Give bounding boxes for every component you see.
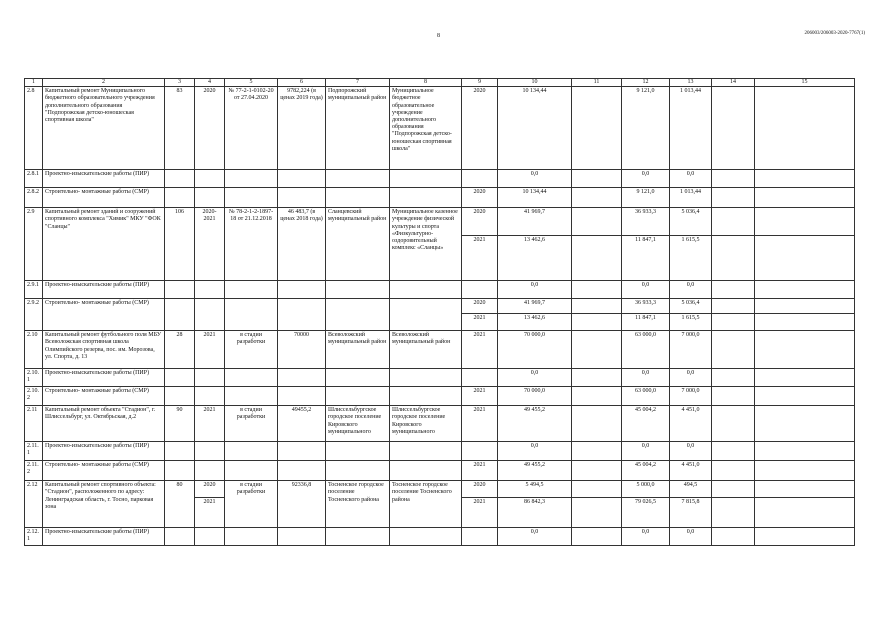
cell-c3: 90 <box>165 406 195 442</box>
row-number: 2.12.1 <box>25 528 43 546</box>
cell-c13: 0,0 <box>670 369 712 387</box>
cell-c10: 13 462,6 <box>498 236 572 281</box>
cell-c12: 63 000,0 <box>622 331 670 369</box>
row-number: 2.11 <box>25 406 43 442</box>
cell-c14 <box>712 87 755 170</box>
page-number: 8 <box>437 33 440 39</box>
cell-c3: 106 <box>165 208 195 281</box>
cell-c12: 0,0 <box>622 170 670 188</box>
row-number: 2.10.1 <box>25 369 43 387</box>
table-row <box>25 406 855 442</box>
cell-c4: 2020 <box>195 87 225 170</box>
cell-c13: 1 615,5 <box>670 314 712 331</box>
cell-c12: 36 933,3 <box>622 208 670 236</box>
object-name: Проектно-изыскательские работы (ПИР) <box>43 281 165 299</box>
cell-c13: 1 615,5 <box>670 236 712 281</box>
header-row <box>25 79 855 87</box>
object-name: Строительно- монтажные работы (СМР) <box>43 299 165 331</box>
cell-c10: 0,0 <box>498 442 572 461</box>
cell-c12: 9 121,0 <box>622 188 670 208</box>
cell-c13: 0,0 <box>670 170 712 188</box>
cell-c12: 11 847,1 <box>622 314 670 331</box>
row-number: 2.11.1 <box>25 442 43 461</box>
cell-c4: 2021 <box>195 331 225 369</box>
col-11-header: 11 <box>572 79 622 87</box>
table-row <box>25 387 855 406</box>
cell-c12: 36 933,3 <box>622 299 670 314</box>
cell-c8: Муниципальное казенное учреждение физической культуры и спорта «Физкультурно-оздоровительный комплекс «Сланцы» <box>390 208 462 281</box>
table-row <box>25 87 855 170</box>
col-14-header: 14 <box>712 79 755 87</box>
object-name: Строительно- монтажные работы (СМР) <box>43 461 165 481</box>
table-row <box>25 369 855 387</box>
cell-c12: 79 026,5 <box>622 498 670 528</box>
col-15-header: 15 <box>755 79 855 87</box>
object-name: Проектно-изыскательские работы (ПИР) <box>43 442 165 461</box>
cell-c13: 7 000,0 <box>670 331 712 369</box>
object-name: Капитальный ремонт объекта "Стадион", г. Шлиссельбург, ул. Октябрьская, д.2 <box>43 406 165 442</box>
cell-c13: 1 013,44 <box>670 87 712 170</box>
cell-c12: 0,0 <box>622 528 670 546</box>
cell-c3: 83 <box>165 87 195 170</box>
cell-c13: 0,0 <box>670 281 712 299</box>
cell-c10: 41 969,7 <box>498 208 572 236</box>
object-name: Строительно- монтажные работы (СМР) <box>43 188 165 208</box>
cell-c13: 5 036,4 <box>670 208 712 236</box>
col-5-header: 5 <box>225 79 278 87</box>
cell-c10: 49 455,2 <box>498 461 572 481</box>
cell-c5: № 77-2-1-0102-20 от 27.04.2020 <box>225 87 278 170</box>
cell-c10: 0,0 <box>498 369 572 387</box>
col-7-header: 7 <box>326 79 390 87</box>
row-number: 2.9.1 <box>25 281 43 299</box>
row-number: 2.10 <box>25 331 43 369</box>
cell-c6: 46 483,7 (в ценах 2018 года) <box>278 208 326 281</box>
cell-c10: 0,0 <box>498 528 572 546</box>
cell-c7: Сланцевский муниципальный район <box>326 208 390 281</box>
cell-c13: 0,0 <box>670 442 712 461</box>
object-name: Проектно-изыскательские работы (ПИР) <box>43 369 165 387</box>
document-id: 206003/206003-2020-7767(1) <box>804 31 865 36</box>
cell-c4: 2021 <box>195 406 225 442</box>
cell-c9: 2020 <box>462 208 498 236</box>
cell-c9: 2020 <box>462 481 498 498</box>
object-name: Капитальный ремонт спортивного объекта: "Стадион", расположенного по адресу: Ленинградская область, г. Тосно, парковая зона <box>43 481 165 528</box>
cell-c4: 2020 <box>195 481 225 498</box>
cell-c13: 0,0 <box>670 528 712 546</box>
row-number: 2.10.2 <box>25 387 43 406</box>
cell-c4: 2020-2021 <box>195 208 225 281</box>
cell-c10: 0,0 <box>498 281 572 299</box>
cell-c10: 49 455,2 <box>498 406 572 442</box>
cell-c10: 41 969,7 <box>498 299 572 314</box>
cell-c15 <box>755 87 855 170</box>
cell-c12: 0,0 <box>622 281 670 299</box>
cell-c8: Тосненское городское поселение Тосненского района <box>390 481 462 528</box>
table-row <box>25 299 855 314</box>
cell-c9: 2020 <box>462 299 498 314</box>
table-row <box>25 170 855 188</box>
object-name: Строительно- монтажные работы (СМР) <box>43 387 165 406</box>
cell-c7: Тосненское городское поселение Тосненского района <box>326 481 390 528</box>
col-10-header: 10 <box>498 79 572 87</box>
table-row <box>25 481 855 498</box>
row-number: 2.9 <box>25 208 43 281</box>
cell-c12: 63 000,0 <box>622 387 670 406</box>
table-row <box>25 208 855 236</box>
cell-c6: 92336,8 <box>278 481 326 528</box>
cell-c9: 2021 <box>462 331 498 369</box>
row-number: 2.8 <box>25 87 43 170</box>
cell-c9: 2021 <box>462 461 498 481</box>
cell-c12: 0,0 <box>622 442 670 461</box>
row-number: 2.8.1 <box>25 170 43 188</box>
cell-c3: 80 <box>165 481 195 528</box>
cell-c6: 49455,2 <box>278 406 326 442</box>
cell-c8: Всеволожский муниципальный район <box>390 331 462 369</box>
table-row <box>25 188 855 208</box>
cell-c13: 4 451,0 <box>670 461 712 481</box>
cell-c13: 1 013,44 <box>670 188 712 208</box>
cell-c4: 2021 <box>195 498 225 528</box>
object-name: Капитальный ремонт футбольного поля МБУ Всеволожская спортивная школа Олимпийского резерва, пос. им. Морозова, ул. Спорта, д. 13 <box>43 331 165 369</box>
cell-c9: 2021 <box>462 236 498 281</box>
col-8-header: 8 <box>390 79 462 87</box>
cell-c6: 9782,224 (в ценах 2019 года) <box>278 87 326 170</box>
row-number: 2.11.2 <box>25 461 43 481</box>
cell-c8: Шлиссельбургское городское поселение Кировского муниципального <box>390 406 462 442</box>
cell-c9: 2021 <box>462 314 498 331</box>
table-row <box>25 528 855 546</box>
cell-c8: Муниципальное бюджетное образовательное учреждение дополнительного образования "Подпорожская детско-юношеская спортивная школа" <box>390 87 462 170</box>
cell-c13: 7 000,0 <box>670 387 712 406</box>
cell-c10: 86 842,3 <box>498 498 572 528</box>
col-2-header: 2 <box>43 79 165 87</box>
col-1-header: 1 <box>25 79 43 87</box>
col-4-header: 4 <box>195 79 225 87</box>
cell-c10: 70 000,0 <box>498 331 572 369</box>
cell-c3: 28 <box>165 331 195 369</box>
cell-c5: № 78-2-1-2-1897-18 от 21.12.2018 <box>225 208 278 281</box>
cell-c12: 11 847,1 <box>622 236 670 281</box>
col-6-header: 6 <box>278 79 326 87</box>
row-number: 2.8.2 <box>25 188 43 208</box>
cell-c12: 0,0 <box>622 369 670 387</box>
cell-c10: 10 134,44 <box>498 188 572 208</box>
row-number: 2.9.2 <box>25 299 43 331</box>
cell-c10: 13 462,6 <box>498 314 572 331</box>
cell-c5: в стадии разработки <box>225 481 278 528</box>
cell-c12: 5 000,0 <box>622 481 670 498</box>
object-name: Проектно-изыскательские работы (ПИР) <box>43 528 165 546</box>
object-name: Проектно-изыскательские работы (ПИР) <box>43 170 165 188</box>
cell-c9: 2021 <box>462 406 498 442</box>
cell-c5: в стадии разработки <box>225 406 278 442</box>
cell-c12: 45 004,2 <box>622 406 670 442</box>
cell-c9: 2021 <box>462 387 498 406</box>
cell-c10: 10 134,44 <box>498 87 572 170</box>
object-name: Капитальный ремонт зданий и сооружений спортивного комплекса "Химик" МКУ "ФОК "Сланцы" <box>43 208 165 281</box>
cell-c9: 2021 <box>462 498 498 528</box>
cell-c10: 70 000,0 <box>498 387 572 406</box>
table-row <box>25 331 855 369</box>
table-row <box>25 281 855 299</box>
program-table <box>24 78 855 546</box>
cell-c13: 4 451,0 <box>670 406 712 442</box>
cell-c13: 494,5 <box>670 481 712 498</box>
col-3-header: 3 <box>165 79 195 87</box>
table-row <box>25 461 855 481</box>
cell-c11 <box>572 87 622 170</box>
col-13-header: 13 <box>670 79 712 87</box>
cell-c7: Всеволожский муниципальный район <box>326 331 390 369</box>
cell-c7: Подпорожский муниципальный район <box>326 87 390 170</box>
cell-c10: 0,0 <box>498 170 572 188</box>
col-9-header: 9 <box>462 79 498 87</box>
cell-c13: 5 036,4 <box>670 299 712 314</box>
cell-c12: 9 121,0 <box>622 87 670 170</box>
cell-c7: Шлиссельбургское городское поселение Кировского муниципального <box>326 406 390 442</box>
cell-c6: 70000 <box>278 331 326 369</box>
col-12-header: 12 <box>622 79 670 87</box>
cell-c10: 5 494,5 <box>498 481 572 498</box>
cell-c5: в стадии разработки <box>225 331 278 369</box>
cell-c13: 7 815,8 <box>670 498 712 528</box>
object-name: Капитальный ремонт Муниципального бюджетного образовательного учреждения дополнительного образования "Подпорожская детско-юношеская спортивная школа" <box>43 87 165 170</box>
cell-c9: 2020 <box>462 188 498 208</box>
cell-c9: 2020 <box>462 87 498 170</box>
cell-c12: 45 004,2 <box>622 461 670 481</box>
table-row <box>25 442 855 461</box>
row-number: 2.12 <box>25 481 43 528</box>
